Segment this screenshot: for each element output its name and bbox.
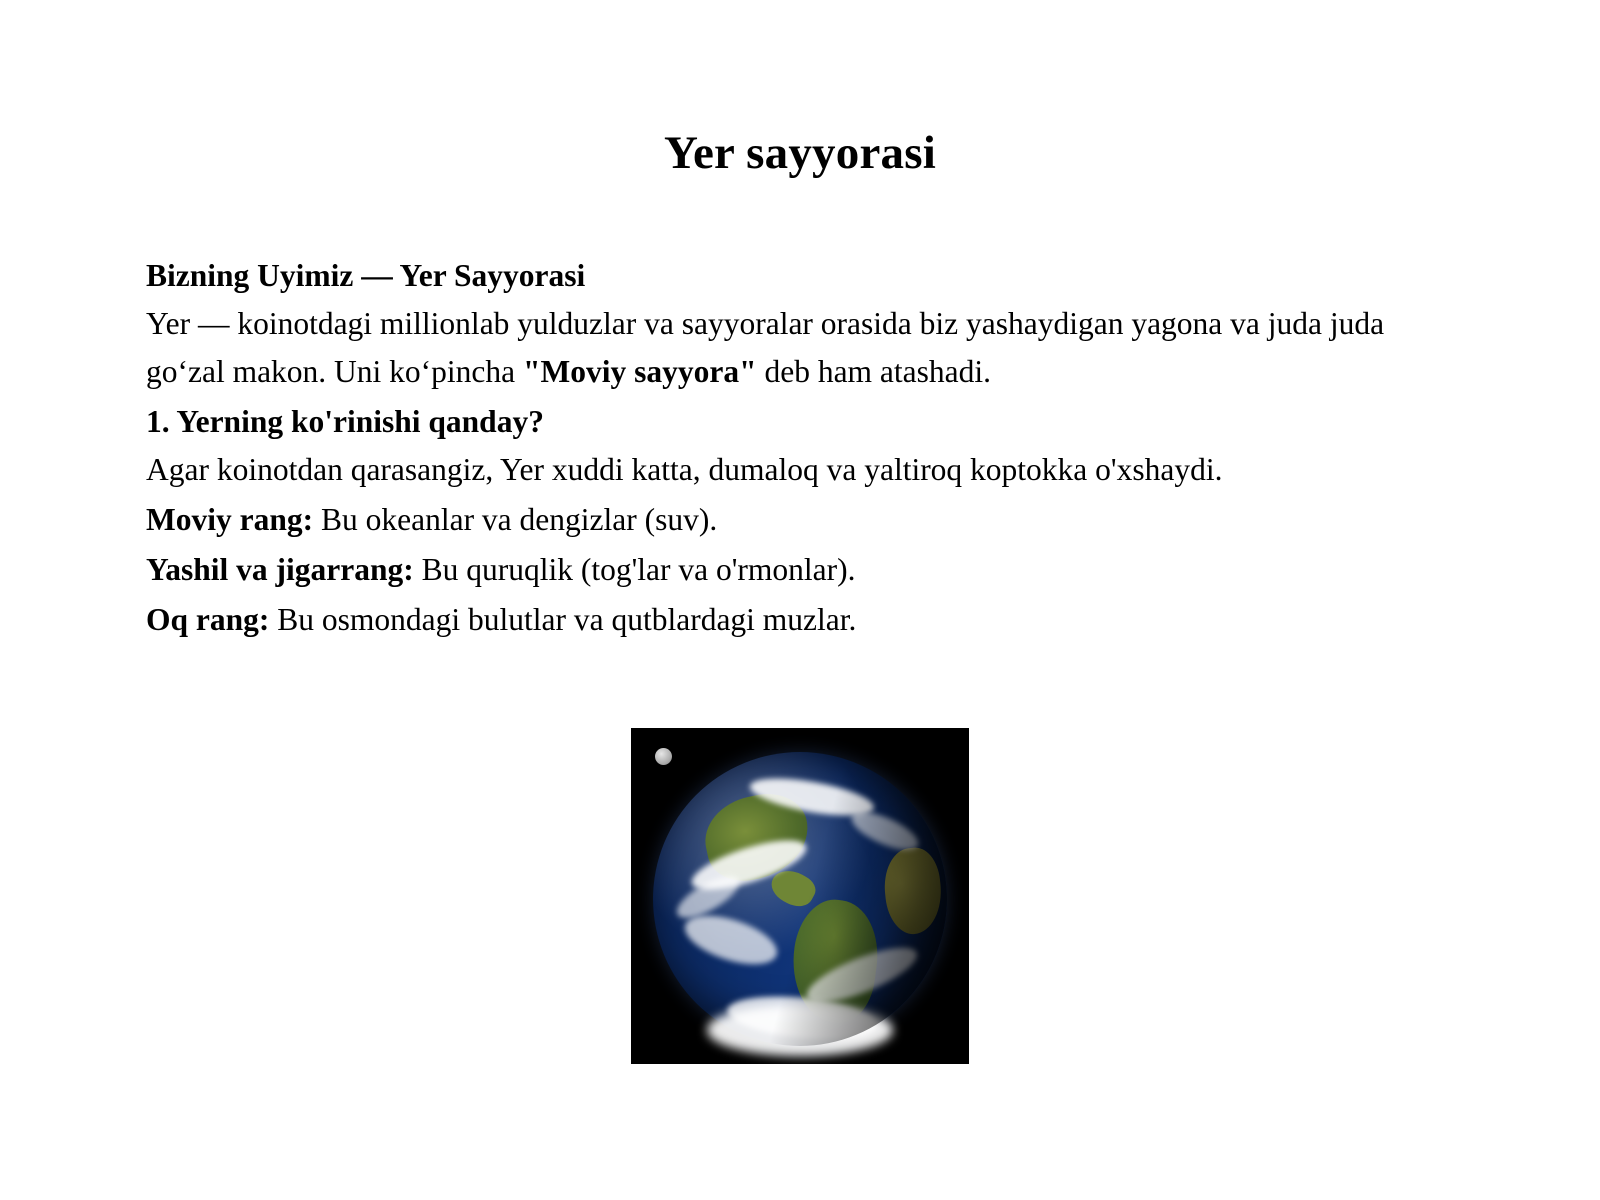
color-item-blue-label: Moviy rang: [146,502,314,537]
figure-container [0,728,1600,1069]
color-item-blue [146,496,1396,544]
color-item-green-brown [146,546,1396,594]
section-heading: Bizning Uyimiz — Yer Sayyorasi [146,258,586,293]
intro-text-part1: Yer — koinotdagi millionlab yulduzlar va sayyoralar orasida biz yashaydigan yagona va juda juda go‘zal makon. Uni ko‘pincha [146,306,1385,389]
content-body [146,252,1396,644]
question-heading: 1. Yerning ko'rinishi qanday? [146,404,544,439]
color-item-white-label: Oq rang: [146,602,270,637]
earth-globe [653,752,947,1046]
color-item-green-brown-text: Bu quruqlik (tog'lar va o'rmonlar). [413,552,856,587]
question-answer: Agar koinotdan qarasangiz, Yer xuddi katta, dumaloq va yaltiroq koptokka o'xshaydi. [146,452,1223,487]
moon-icon [655,748,672,765]
intro-text-part2: deb ham atashadi. [756,354,992,389]
page-title: Yer sayyorasi [664,127,936,179]
color-item-blue-text: Bu okeanlar va dengizlar (suv). [313,502,718,537]
intro-paragraph [146,300,1396,396]
day-night-shading [653,752,947,1046]
color-item-white [146,596,1396,644]
color-item-white-text: Bu osmondagi bulutlar va qutblardagi muzlar. [269,602,857,637]
earth-photo [631,728,969,1064]
intro-quote: "Moviy sayyora" [523,354,757,389]
color-item-green-brown-label: Yashil va jigarrang: [146,552,414,587]
